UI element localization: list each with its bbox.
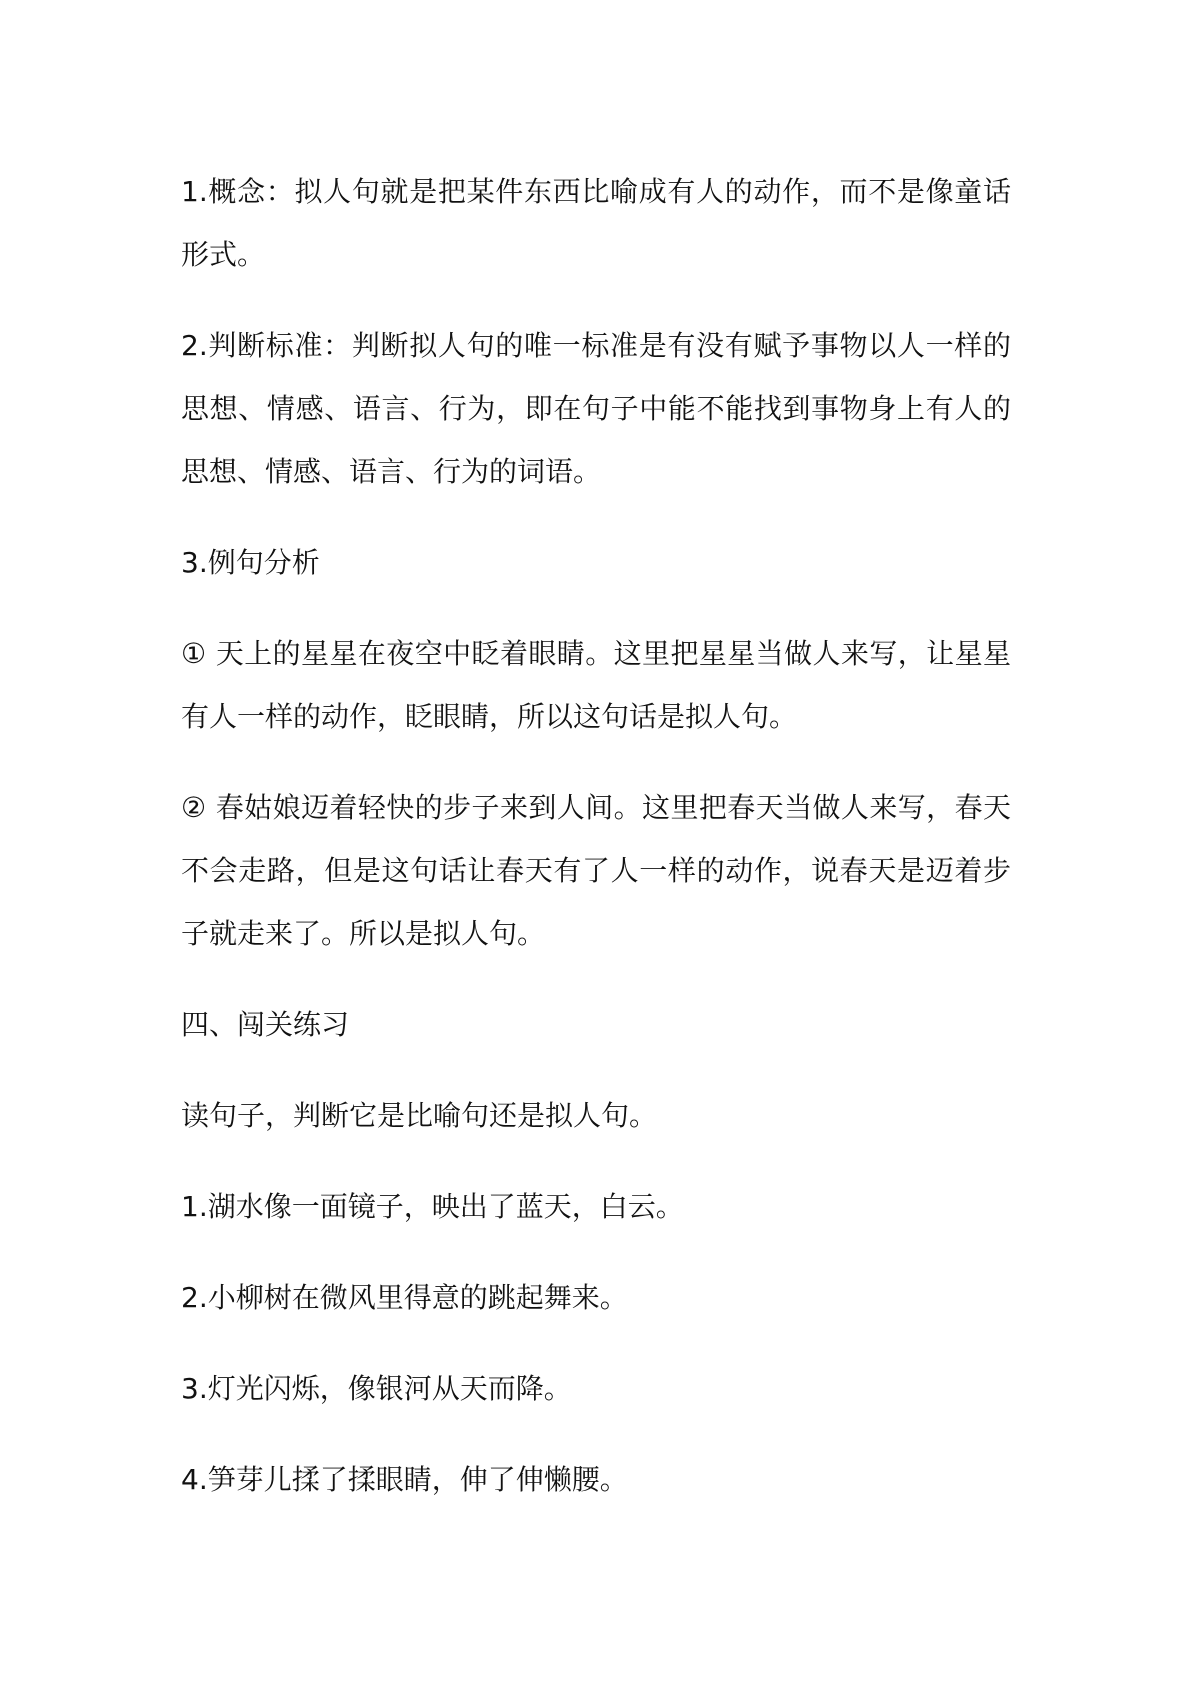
exercise-item-3: 3.灯光闪烁，像银河从天而降。 [181, 1372, 572, 1405]
paragraph-example-2: ② 春姑娘迈着轻快的步子来到人间。这里把春天当做人来写，春天不会走路，但是这句话让春天有了人一样的动作，说春天是迈着步子就走来了。所以是拟人句。 [181, 791, 1011, 950]
paragraph-concept: 1.概念：拟人句就是把某件东西比喻成有人的动作，而不是像童话形式。 [181, 175, 1011, 271]
exercise-item-2: 2.小柳树在微风里得意的跳起舞来。 [181, 1281, 628, 1314]
document-body [181, 160, 1011, 1539]
paragraph-example-1: ① 天上的星星在夜空中眨着眼睛。这里把星星当做人来写，让星星有人一样的动作，眨眼睛，所以这句话是拟人句。 [181, 637, 1011, 733]
exercise-item-4: 4.笋芽儿揉了揉眼睛，伸了伸懒腰。 [181, 1463, 628, 1496]
paragraph-example-heading: 3.例句分析 [181, 546, 320, 579]
section-heading-practice: 四、闯关练习 [181, 1008, 350, 1041]
exercise-item-1: 1.湖水像一面镜子，映出了蓝天，白云。 [181, 1190, 684, 1223]
paragraph-instruction: 读句子，判断它是比喻句还是拟人句。 [181, 1099, 658, 1132]
paragraph-criteria: 2.判断标准：判断拟人句的唯一标准是有没有赋予事物以人一样的思想、情感、语言、行为，即在句子中能不能找到事物身上有人的思想、情感、语言、行为的词语。 [181, 329, 1011, 488]
